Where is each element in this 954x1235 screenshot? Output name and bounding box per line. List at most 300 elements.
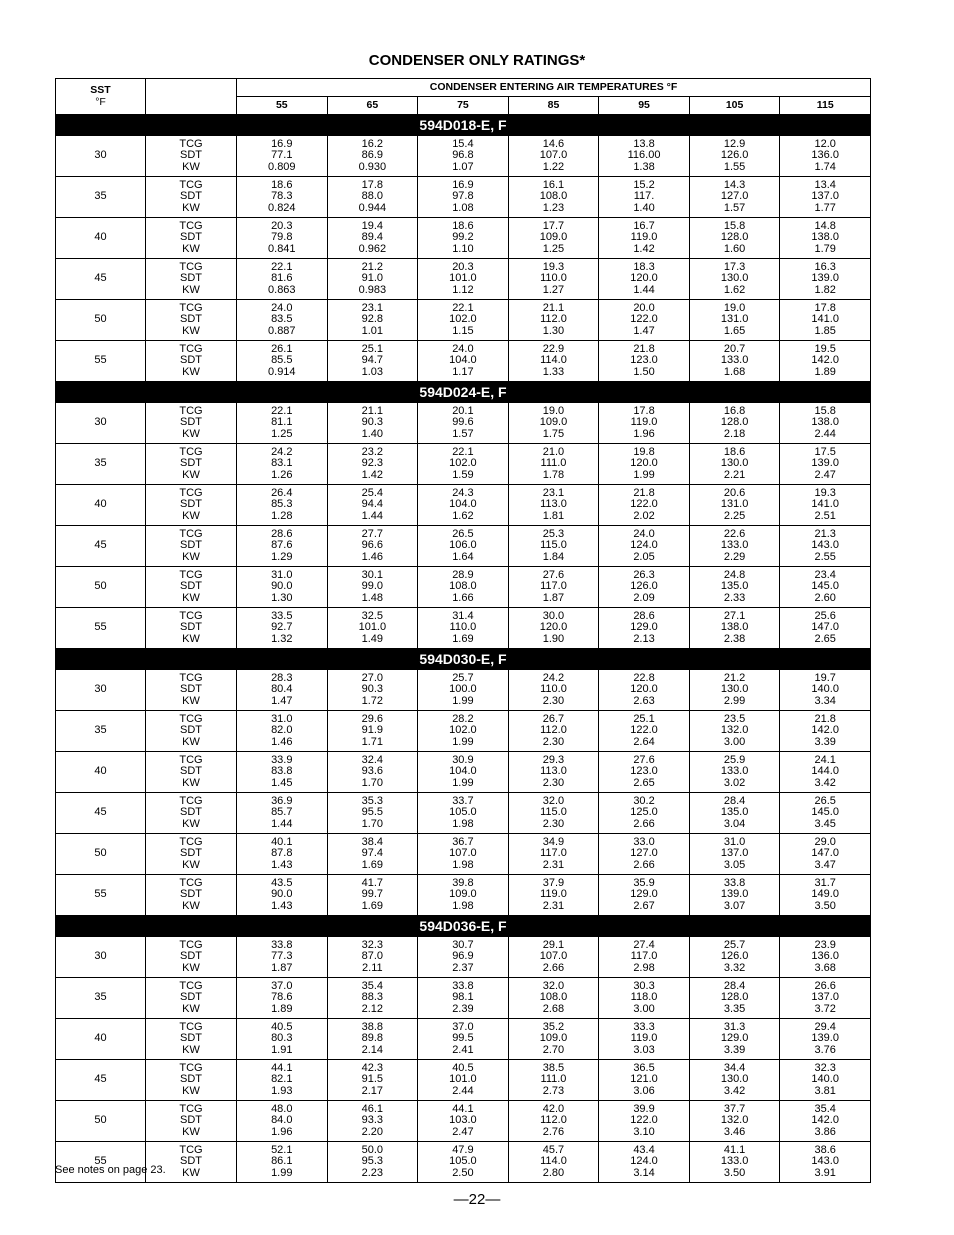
tcg-value: 22.8 bbox=[633, 671, 655, 684]
kw-value: 0.824 bbox=[268, 201, 296, 214]
sdt-value: 92.3 bbox=[361, 457, 384, 470]
rating-cell bbox=[237, 978, 328, 1019]
kw-value: 1.78 bbox=[542, 468, 565, 481]
rating-cell bbox=[508, 711, 599, 752]
tcg-value: 17.5 bbox=[814, 445, 836, 458]
row-labels bbox=[146, 136, 237, 177]
tcg-value: 18.6 bbox=[452, 219, 474, 232]
kw-value: 1.50 bbox=[633, 365, 655, 378]
temp-header-85: 85 bbox=[508, 97, 599, 115]
table-row bbox=[56, 875, 871, 916]
tcg-value: 35.4 bbox=[361, 979, 384, 992]
rating-cell bbox=[237, 485, 328, 526]
sdt-value: 104.0 bbox=[449, 765, 477, 778]
page-number: —22— bbox=[453, 1191, 501, 1208]
rating-cell bbox=[689, 608, 780, 649]
sdt-value: 96.8 bbox=[452, 149, 474, 162]
sdt-value: 133.0 bbox=[720, 1155, 749, 1168]
sdt-value: 147.0 bbox=[811, 847, 839, 860]
rating-cell bbox=[599, 1019, 690, 1060]
kw-value: 1.98 bbox=[452, 899, 474, 912]
kw-value: 3.05 bbox=[723, 858, 746, 871]
sdt-value: 128.0 bbox=[720, 416, 749, 429]
tcg-value: 36.7 bbox=[452, 835, 474, 848]
sdt-value: 139.0 bbox=[720, 888, 749, 901]
row-labels bbox=[146, 218, 237, 259]
row-label: TCG bbox=[179, 753, 203, 766]
tcg-value: 20.0 bbox=[633, 301, 655, 314]
sdt-value: 130.0 bbox=[720, 272, 749, 285]
sdt-value: 118.0 bbox=[630, 991, 658, 1004]
sst-value: 40 bbox=[56, 752, 146, 793]
kw-value: 1.77 bbox=[814, 201, 836, 214]
rating-cell bbox=[780, 1101, 871, 1142]
rating-cell bbox=[599, 218, 690, 259]
tcg-value: 24.0 bbox=[452, 342, 474, 355]
rating-cell bbox=[327, 567, 418, 608]
rating-cell bbox=[327, 711, 418, 752]
table-row bbox=[56, 793, 871, 834]
tcg-value: 29.6 bbox=[361, 712, 384, 725]
sdt-value: 127.0 bbox=[630, 847, 658, 860]
rating-cell bbox=[599, 485, 690, 526]
rating-cell bbox=[780, 752, 871, 793]
rating-cell bbox=[418, 670, 509, 711]
row-label: TCG bbox=[179, 671, 203, 684]
rating-cell bbox=[689, 136, 780, 177]
rating-cell bbox=[327, 341, 418, 382]
rating-cell bbox=[327, 670, 418, 711]
sdt-value: 94.4 bbox=[361, 498, 384, 511]
row-label: KW bbox=[182, 1125, 200, 1138]
tcg-value: 17.8 bbox=[361, 178, 384, 191]
tcg-value: 33.8 bbox=[723, 876, 746, 889]
kw-value: 2.65 bbox=[814, 632, 836, 645]
sdt-value: 113.0 bbox=[540, 765, 567, 778]
row-label: TCG bbox=[179, 794, 203, 807]
sdt-value: 132.0 bbox=[720, 1114, 749, 1127]
kw-value: 1.96 bbox=[633, 427, 655, 440]
tcg-value: 38.8 bbox=[361, 1020, 384, 1033]
rating-cell bbox=[418, 752, 509, 793]
tcg-value: 33.8 bbox=[271, 938, 293, 951]
row-label: TCG bbox=[179, 979, 203, 992]
tcg-value: 42.3 bbox=[361, 1061, 384, 1074]
table-row bbox=[56, 1101, 871, 1142]
tcg-value: 36.5 bbox=[633, 1061, 655, 1074]
row-label: TCG bbox=[179, 527, 203, 540]
kw-value: 2.55 bbox=[814, 550, 836, 563]
sdt-value: 139.0 bbox=[811, 272, 839, 285]
sst-value: 50 bbox=[56, 1101, 146, 1142]
sst-value: 55 bbox=[56, 1142, 146, 1183]
sdt-value: 130.0 bbox=[720, 1073, 749, 1086]
table-row bbox=[56, 608, 871, 649]
rating-cell bbox=[508, 485, 599, 526]
sst-value: 50 bbox=[56, 300, 146, 341]
sdt-value: 81.1 bbox=[271, 416, 293, 429]
rating-cell bbox=[237, 444, 328, 485]
tcg-value: 16.3 bbox=[814, 260, 836, 273]
rating-cell bbox=[237, 177, 328, 218]
rating-cell bbox=[327, 403, 418, 444]
rating-cell bbox=[508, 259, 599, 300]
rating-cell bbox=[689, 341, 780, 382]
tcg-value: 32.5 bbox=[361, 609, 384, 622]
sdt-value: 125.0 bbox=[630, 806, 658, 819]
rating-cell bbox=[237, 834, 328, 875]
sdt-value: 107.0 bbox=[539, 149, 568, 162]
kw-value: 1.47 bbox=[271, 694, 293, 707]
rating-cell bbox=[237, 937, 328, 978]
sdt-value: 133.0 bbox=[720, 765, 749, 778]
sdt-value: 91.0 bbox=[361, 272, 384, 285]
kw-value: 1.69 bbox=[361, 858, 384, 871]
tcg-value: 26.6 bbox=[814, 979, 836, 992]
sst-value: 55 bbox=[56, 608, 146, 649]
rating-cell bbox=[418, 793, 509, 834]
rating-cell bbox=[237, 1142, 328, 1183]
rating-cell bbox=[327, 937, 418, 978]
sdt-value: 120.0 bbox=[630, 457, 658, 470]
tcg-value: 19.7 bbox=[814, 671, 836, 684]
table-row bbox=[56, 403, 871, 444]
rating-cell bbox=[418, 300, 509, 341]
temp-header-65: 65 bbox=[327, 97, 418, 115]
rating-cell bbox=[237, 341, 328, 382]
sdt-value: 102.0 bbox=[449, 457, 477, 470]
row-labels bbox=[146, 177, 237, 218]
sdt-value: 143.0 bbox=[811, 1155, 839, 1168]
row-labels bbox=[146, 937, 237, 978]
sdt-value: 99.0 bbox=[361, 580, 384, 593]
kw-value: 0.841 bbox=[268, 242, 296, 255]
tcg-value: 30.0 bbox=[542, 609, 565, 622]
rating-cell bbox=[780, 834, 871, 875]
rating-cell bbox=[418, 403, 509, 444]
tcg-value: 26.7 bbox=[542, 712, 565, 725]
kw-value: 2.25 bbox=[723, 509, 746, 522]
tcg-value: 23.2 bbox=[361, 445, 384, 458]
sdt-value: 90.0 bbox=[271, 580, 293, 593]
table-row bbox=[56, 978, 871, 1019]
tcg-value: 31.4 bbox=[452, 609, 474, 622]
row-label: SDT bbox=[180, 1114, 202, 1127]
temp-header-55: 55 bbox=[237, 97, 328, 115]
tcg-value: 25.7 bbox=[452, 671, 474, 684]
rating-cell bbox=[418, 136, 509, 177]
sst-value: 30 bbox=[56, 670, 146, 711]
rating-cell bbox=[508, 834, 599, 875]
sdt-value: 96.6 bbox=[361, 539, 384, 552]
sdt-value: 101.0 bbox=[449, 1073, 477, 1086]
kw-value: 1.07 bbox=[452, 160, 474, 173]
sdt-value: 135.0 bbox=[720, 580, 749, 593]
kw-value: 0.962 bbox=[358, 242, 387, 255]
sdt-value: 108.0 bbox=[539, 190, 568, 203]
rating-cell bbox=[327, 834, 418, 875]
kw-value: 1.32 bbox=[271, 632, 293, 645]
rating-cell bbox=[689, 1060, 780, 1101]
row-label: SDT bbox=[180, 991, 202, 1004]
rating-cell bbox=[780, 259, 871, 300]
sdt-value: 144.0 bbox=[811, 765, 839, 778]
kw-value: 3.14 bbox=[633, 1166, 655, 1179]
table-row bbox=[56, 177, 871, 218]
row-label: TCG bbox=[179, 876, 203, 889]
rating-cell bbox=[689, 711, 780, 752]
rating-cell bbox=[780, 444, 871, 485]
row-label: SDT bbox=[180, 1155, 202, 1168]
tcg-value: 33.9 bbox=[271, 753, 293, 766]
tcg-value: 28.4 bbox=[723, 794, 746, 807]
sdt-value: 119.0 bbox=[630, 416, 658, 429]
tcg-value: 19.8 bbox=[633, 445, 655, 458]
rating-cell bbox=[689, 485, 780, 526]
tcg-value: 28.6 bbox=[633, 609, 655, 622]
rating-cell bbox=[780, 403, 871, 444]
tcg-value: 23.9 bbox=[814, 938, 836, 951]
rating-cell bbox=[418, 218, 509, 259]
tcg-value: 48.0 bbox=[271, 1102, 293, 1115]
sdt-value: 80.3 bbox=[271, 1032, 293, 1045]
kw-value: 2.44 bbox=[452, 1084, 474, 1097]
rating-cell bbox=[237, 670, 328, 711]
sdt-value: 87.8 bbox=[271, 847, 293, 860]
sst-value: 50 bbox=[56, 567, 146, 608]
kw-value: 1.84 bbox=[542, 550, 565, 563]
kw-value: 2.13 bbox=[633, 632, 655, 645]
rating-cell bbox=[780, 177, 871, 218]
rating-cell bbox=[599, 670, 690, 711]
kw-value: 2.76 bbox=[542, 1125, 565, 1138]
row-labels bbox=[146, 526, 237, 567]
rating-cell bbox=[508, 1101, 599, 1142]
row-labels bbox=[146, 875, 237, 916]
rating-cell bbox=[327, 752, 418, 793]
sdt-value: 114.0 bbox=[540, 354, 567, 367]
kw-value: 2.66 bbox=[633, 817, 655, 830]
rating-cell bbox=[418, 608, 509, 649]
sdt-value: 87.6 bbox=[271, 539, 293, 552]
tcg-value: 37.0 bbox=[452, 1020, 474, 1033]
row-label: KW bbox=[182, 509, 200, 522]
sdt-value: 129.0 bbox=[630, 888, 658, 901]
row-label: TCG bbox=[179, 178, 203, 191]
row-label: KW bbox=[182, 632, 200, 645]
kw-value: 1.49 bbox=[361, 632, 384, 645]
sst-value: 45 bbox=[56, 1060, 146, 1101]
sdt-value: 124.0 bbox=[630, 1155, 658, 1168]
row-labels bbox=[146, 978, 237, 1019]
kw-value: 1.30 bbox=[271, 591, 293, 604]
table-row bbox=[56, 526, 871, 567]
sdt-value: 88.0 bbox=[361, 190, 384, 203]
row-label: TCG bbox=[179, 260, 203, 273]
rating-cell bbox=[780, 608, 871, 649]
rating-cell bbox=[237, 259, 328, 300]
sdt-value: 149.0 bbox=[811, 888, 839, 901]
rating-cell bbox=[689, 403, 780, 444]
row-labels bbox=[146, 444, 237, 485]
kw-value: 1.98 bbox=[452, 817, 474, 830]
kw-value: 1.99 bbox=[452, 776, 474, 789]
kw-value: 1.30 bbox=[542, 324, 565, 337]
kw-value: 1.74 bbox=[814, 160, 836, 173]
sst-value: 35 bbox=[56, 711, 146, 752]
kw-value: 2.47 bbox=[452, 1125, 474, 1138]
rating-cell bbox=[237, 793, 328, 834]
kw-value: 1.23 bbox=[542, 201, 565, 214]
kw-value: 1.99 bbox=[633, 468, 655, 481]
kw-value: 0.809 bbox=[268, 160, 296, 173]
tcg-value: 33.0 bbox=[633, 835, 655, 848]
sdt-value: 122.0 bbox=[630, 313, 658, 326]
kw-value: 2.70 bbox=[542, 1043, 565, 1056]
rating-cell bbox=[508, 937, 599, 978]
sdt-value: 91.5 bbox=[361, 1073, 384, 1086]
rating-cell bbox=[508, 177, 599, 218]
rating-cell bbox=[780, 136, 871, 177]
kw-value: 2.05 bbox=[633, 550, 655, 563]
sdt-value: 88.3 bbox=[361, 991, 384, 1004]
rating-cell bbox=[599, 1101, 690, 1142]
kw-value: 1.15 bbox=[452, 324, 474, 337]
sdt-value: 139.0 bbox=[811, 1032, 839, 1045]
sdt-value: 95.3 bbox=[361, 1155, 384, 1168]
row-labels bbox=[146, 752, 237, 793]
row-label: SDT bbox=[180, 724, 202, 737]
sdt-value: 128.0 bbox=[720, 991, 749, 1004]
rating-cell bbox=[237, 1101, 328, 1142]
kw-value: 2.98 bbox=[633, 961, 655, 974]
row-label: SDT bbox=[180, 1032, 202, 1045]
rating-cell bbox=[780, 300, 871, 341]
row-label: SDT bbox=[180, 1073, 202, 1086]
rating-cell bbox=[780, 875, 871, 916]
kw-value: 1.62 bbox=[452, 509, 474, 522]
sdt-value: 109.0 bbox=[539, 231, 568, 244]
row-label: KW bbox=[182, 1043, 200, 1056]
row-label: KW bbox=[182, 550, 200, 563]
sdt-value: 85.7 bbox=[271, 806, 293, 819]
tcg-value: 19.0 bbox=[542, 404, 565, 417]
kw-value: 2.38 bbox=[723, 632, 746, 645]
rating-cell bbox=[327, 875, 418, 916]
tcg-value: 20.6 bbox=[723, 486, 746, 499]
kw-value: 3.42 bbox=[814, 776, 836, 789]
tcg-value: 32.3 bbox=[814, 1061, 836, 1074]
rating-cell bbox=[508, 1019, 599, 1060]
kw-value: 2.31 bbox=[542, 899, 565, 912]
row-label: TCG bbox=[179, 1020, 203, 1033]
kw-value: 3.50 bbox=[723, 1166, 746, 1179]
row-label: TCG bbox=[179, 301, 203, 314]
row-label: SDT bbox=[180, 888, 202, 901]
tcg-value: 28.2 bbox=[452, 712, 474, 725]
tcg-value: 19.3 bbox=[814, 486, 836, 499]
rating-cell bbox=[780, 1142, 871, 1183]
tcg-value: 38.5 bbox=[542, 1061, 565, 1074]
tcg-value: 20.7 bbox=[723, 342, 746, 355]
kw-value: 2.33 bbox=[723, 591, 746, 604]
tcg-value: 50.0 bbox=[361, 1143, 384, 1156]
sdt-value: 110.0 bbox=[540, 272, 567, 285]
tcg-value: 36.9 bbox=[271, 794, 293, 807]
tcg-value: 18.6 bbox=[723, 445, 746, 458]
row-labels bbox=[146, 341, 237, 382]
row-labels bbox=[146, 1101, 237, 1142]
row-label: KW bbox=[182, 591, 200, 604]
rating-cell bbox=[237, 136, 328, 177]
kw-value: 1.10 bbox=[452, 242, 474, 255]
sdt-value: 138.0 bbox=[811, 416, 839, 429]
rating-cell bbox=[599, 177, 690, 218]
row-label: KW bbox=[182, 961, 200, 974]
sdt-value: 119.0 bbox=[630, 231, 658, 244]
rating-cell bbox=[237, 711, 328, 752]
row-label: KW bbox=[182, 817, 200, 830]
sdt-value: 99.7 bbox=[361, 888, 384, 901]
tcg-value: 25.7 bbox=[723, 938, 746, 951]
sdt-value: 117.0 bbox=[540, 847, 567, 860]
row-labels bbox=[146, 567, 237, 608]
table-row bbox=[56, 567, 871, 608]
tcg-value: 21.1 bbox=[361, 404, 384, 417]
rating-cell bbox=[327, 526, 418, 567]
rating-cell bbox=[599, 341, 690, 382]
sdt-value: 95.5 bbox=[361, 806, 384, 819]
sst-value: 30 bbox=[56, 136, 146, 177]
rating-cell bbox=[508, 341, 599, 382]
kw-value: 2.18 bbox=[723, 427, 746, 440]
table-row bbox=[56, 670, 871, 711]
rating-cell bbox=[237, 752, 328, 793]
rating-cell bbox=[689, 875, 780, 916]
row-labels bbox=[146, 834, 237, 875]
kw-value: 1.27 bbox=[542, 283, 565, 296]
sdt-value: 103.0 bbox=[449, 1114, 477, 1127]
kw-value: 1.99 bbox=[452, 694, 474, 707]
kw-value: 1.46 bbox=[361, 550, 384, 563]
row-label: TCG bbox=[179, 486, 203, 499]
rating-cell bbox=[689, 1142, 780, 1183]
temp-header-105: 105 bbox=[689, 97, 780, 115]
sdt-value: 77.1 bbox=[271, 149, 293, 162]
sdt-value: 111.0 bbox=[540, 1073, 567, 1086]
kw-value: 1.33 bbox=[542, 365, 565, 378]
kw-value: 2.29 bbox=[723, 550, 746, 563]
tcg-value: 39.8 bbox=[452, 876, 474, 889]
row-label: KW bbox=[182, 201, 200, 214]
rating-cell bbox=[689, 752, 780, 793]
tcg-value: 31.3 bbox=[723, 1020, 746, 1033]
tcg-value: 43.4 bbox=[633, 1143, 655, 1156]
sst-value: 45 bbox=[56, 259, 146, 300]
rating-cell bbox=[418, 341, 509, 382]
kw-value: 1.17 bbox=[452, 365, 474, 378]
kw-value: 1.65 bbox=[723, 324, 746, 337]
sdt-value: 104.0 bbox=[449, 498, 477, 511]
sdt-value: 120.0 bbox=[630, 683, 658, 696]
row-label: KW bbox=[182, 1084, 200, 1097]
kw-value: 3.39 bbox=[814, 735, 836, 748]
rating-cell bbox=[508, 670, 599, 711]
kw-value: 2.37 bbox=[452, 961, 474, 974]
kw-value: 1.60 bbox=[723, 242, 746, 255]
rating-cell bbox=[599, 567, 690, 608]
sst-value: 30 bbox=[56, 937, 146, 978]
